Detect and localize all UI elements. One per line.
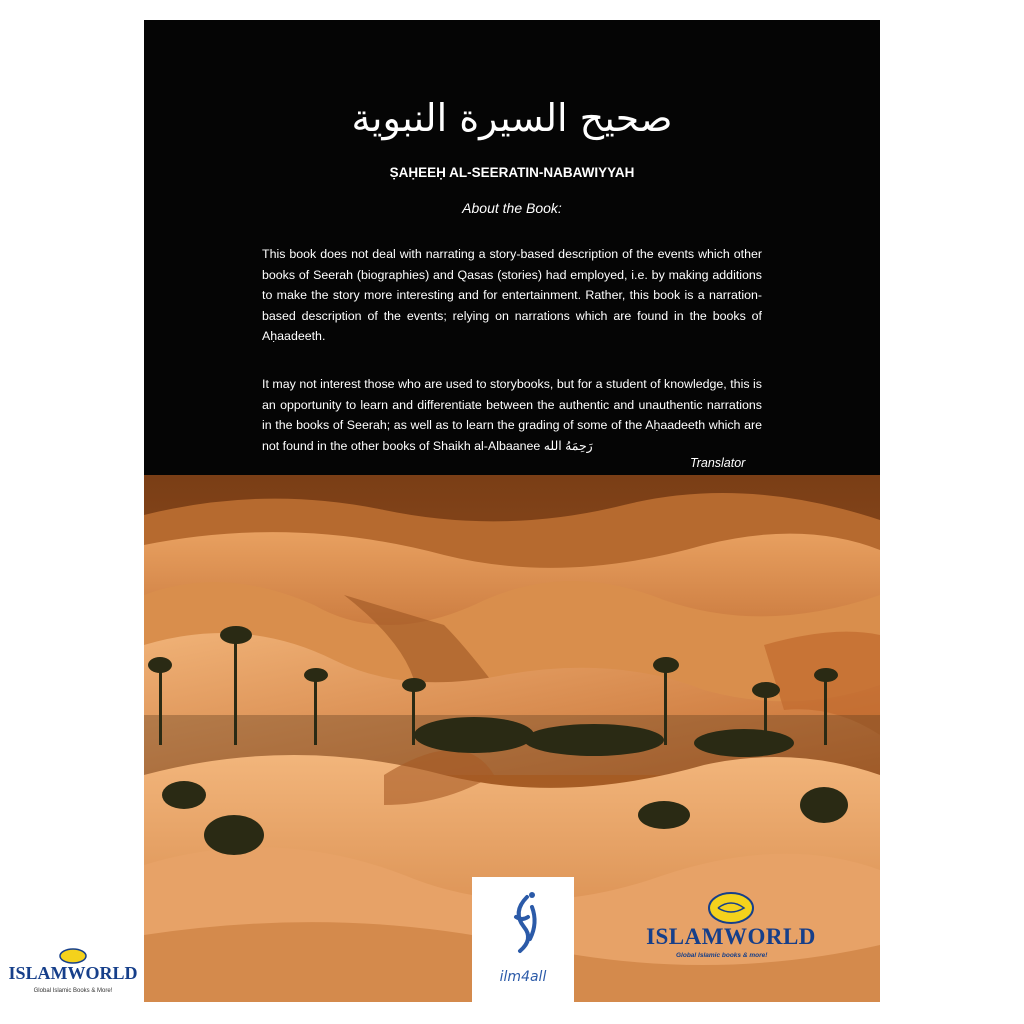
islamworld-wordmark: ISLAMWORLD xyxy=(646,924,816,949)
store-wordmark: ISLAMWORLD xyxy=(8,963,138,983)
islamworld-cover-logo xyxy=(636,890,826,980)
ilm4all-logo xyxy=(472,877,574,1002)
store-corner-logo xyxy=(2,948,144,1008)
description-paragraph-2: It may not interest those who are used to storybooks, but for a student of knowledge, this is an opportunity to learn and differentiate between the authentic and unauthentic narrations in the books of Seerah; as well as to learn the grading of some of the Aḥaadeeth which are not found in the other books of Shaikh al-Albaanee رَحِمَهُ الله xyxy=(262,377,762,453)
description-paragraph-1: This book does not deal with narrating a story-based description of the events which other books of Seerah (biographies) and Qasas (stories) had employed, i.e. by making additions to make the story more interesting and for entertainment. Rather, this book is a narration-based description of the events; relying on narrations which are found in the books of Aḥaadeeth. xyxy=(262,247,762,343)
islamworld-emblem-icon xyxy=(636,890,826,926)
about-heading: About the Book: xyxy=(462,200,562,216)
transliterated-title: ṢAḤEEḤ AL-SEERATIN-NABAWIYYAH xyxy=(389,165,635,180)
store-tagline: Global Islamic Books & More! xyxy=(33,988,113,994)
islamworld-tagline: Global Islamic books & more! xyxy=(676,952,768,959)
translator-signature: Translator xyxy=(690,456,746,470)
ilm4all-wordmark: ilm4all xyxy=(499,969,547,985)
store-emblem-icon xyxy=(2,948,144,964)
calligraphy-icon xyxy=(472,877,574,967)
book-back-cover xyxy=(144,20,880,1002)
arabic-title: صحيح السيرة النبوية xyxy=(351,96,673,140)
